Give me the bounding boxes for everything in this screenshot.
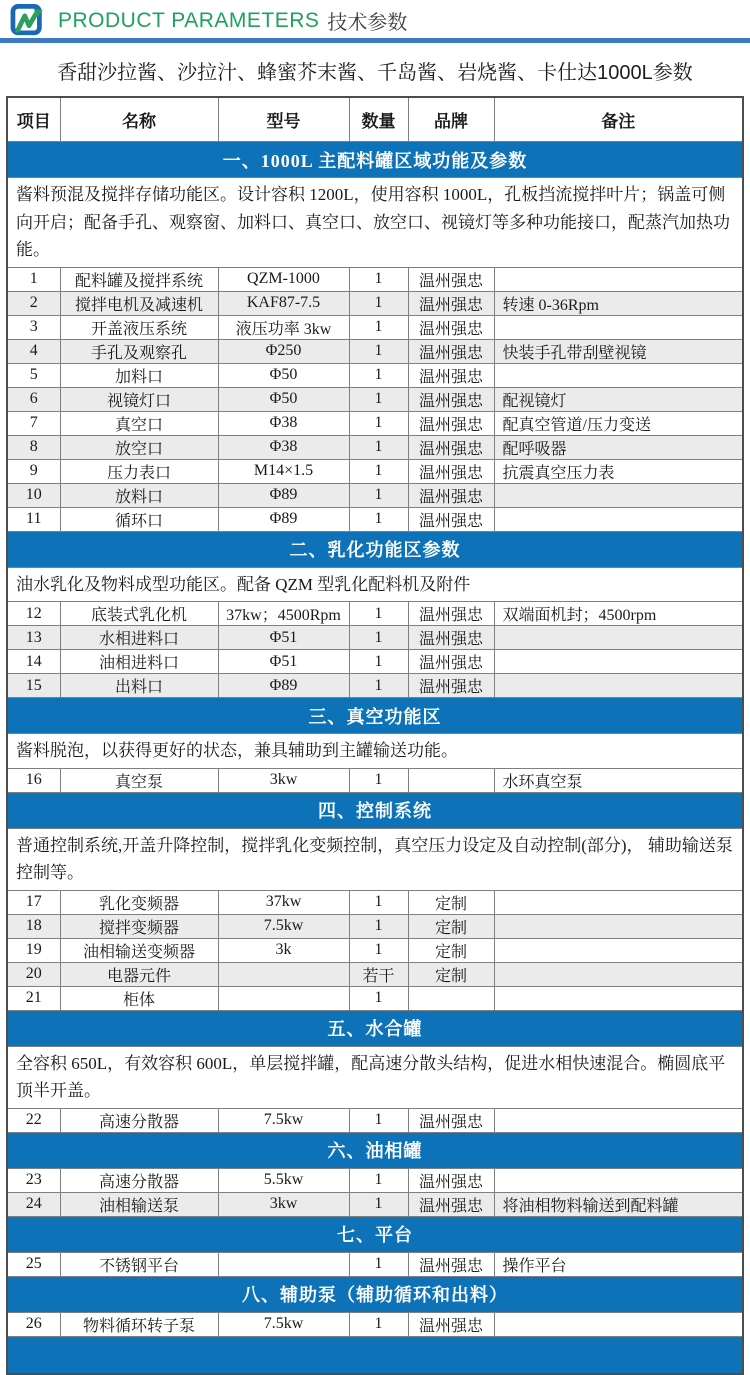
cell-name: 底装式乳化机 xyxy=(60,602,218,626)
section-heading: 八、辅助泵（辅助循环和出料） xyxy=(7,1276,743,1312)
col-header-remark: 备注 xyxy=(494,97,743,142)
cell-remark xyxy=(494,363,743,387)
cell-model: Φ89 xyxy=(218,674,349,698)
cell-item-no: 21 xyxy=(7,986,60,1010)
section-heading: 三、真空功能区 xyxy=(7,698,743,734)
cell-brand: 温州强忠 xyxy=(408,459,494,483)
cell-brand: 温州强忠 xyxy=(408,507,494,531)
page-header xyxy=(0,0,750,38)
cell-model: M14×1.5 xyxy=(218,459,349,483)
cell-item-no: 17 xyxy=(7,890,60,914)
cell-remark xyxy=(494,315,743,339)
cell-item-no: 14 xyxy=(7,650,60,674)
page-title-zh: 技术参数 xyxy=(327,12,408,34)
cell-remark xyxy=(494,938,743,962)
table-row xyxy=(7,291,743,315)
cell-model: QZM-1000 xyxy=(218,267,349,291)
cell-qty: 1 xyxy=(349,363,408,387)
cell-qty: 1 xyxy=(349,483,408,507)
section-description-row xyxy=(7,1046,743,1108)
cell-name: 压力表口 xyxy=(60,459,218,483)
cell-qty: 1 xyxy=(349,1168,408,1192)
cell-name: 循环口 xyxy=(60,507,218,531)
cell-item-no: 19 xyxy=(7,938,60,962)
cell-model: Φ50 xyxy=(218,363,349,387)
section-description: 全容积 650L，有效容积 600L，单层搅拌罐，配高速分散头结构，促进水相快速混合。椭圆底平顶半开盖。 xyxy=(7,1046,743,1108)
header-divider xyxy=(0,38,750,43)
table-row xyxy=(7,674,743,698)
cell-item-no: 23 xyxy=(7,1168,60,1192)
cell-qty: 1 xyxy=(349,291,408,315)
cell-model: 3k xyxy=(218,938,349,962)
cell-qty: 1 xyxy=(349,890,408,914)
cell-model: 7.5kw xyxy=(218,1312,349,1336)
section-description-row xyxy=(7,734,743,769)
cell-brand: 定制 xyxy=(408,962,494,986)
table-row xyxy=(7,363,743,387)
section-heading: 一、1000L 主配料罐区域功能及参数 xyxy=(7,142,743,178)
cell-brand: 温州强忠 xyxy=(408,411,494,435)
cell-remark xyxy=(494,483,743,507)
cell-model: Φ50 xyxy=(218,387,349,411)
cell-brand: 温州强忠 xyxy=(408,435,494,459)
cell-model: 3kw xyxy=(218,768,349,792)
cell-remark: 配呼吸器 xyxy=(494,435,743,459)
table-row xyxy=(7,602,743,626)
cell-remark: 将油相物料输送到配料罐 xyxy=(494,1192,743,1216)
cell-brand xyxy=(408,768,494,792)
product-subtitle: 香甜沙拉酱、沙拉汁、蜂蜜芥末酱、千岛酱、岩烧酱、卡仕达1000L参数 xyxy=(57,62,693,84)
section-header-row xyxy=(7,1276,743,1312)
cell-remark: 转速 0-36Rpm xyxy=(494,291,743,315)
cell-model: 3kw xyxy=(218,1192,349,1216)
section-heading: 五、水合罐 xyxy=(7,1010,743,1046)
cell-item-no: 10 xyxy=(7,483,60,507)
cell-qty: 1 xyxy=(349,315,408,339)
cell-item-no: 4 xyxy=(7,339,60,363)
cell-name: 水相进料口 xyxy=(60,626,218,650)
section-description-row xyxy=(7,828,743,890)
table-row xyxy=(7,650,743,674)
cell-remark: 配真空管道/压力变送 xyxy=(494,411,743,435)
table-row xyxy=(7,507,743,531)
table-row xyxy=(7,962,743,986)
cell-qty: 1 xyxy=(349,339,408,363)
cell-qty: 1 xyxy=(349,768,408,792)
cell-qty: 若干 xyxy=(349,962,408,986)
table-row xyxy=(7,459,743,483)
cell-item-no: 11 xyxy=(7,507,60,531)
section-heading: 四、控制系统 xyxy=(7,792,743,828)
cell-item-no: 13 xyxy=(7,626,60,650)
cell-name: 真空口 xyxy=(60,411,218,435)
cell-item-no: 12 xyxy=(7,602,60,626)
cell-name: 物料循环转子泵 xyxy=(60,1312,218,1336)
cell-remark: 快装手孔带刮壁视镜 xyxy=(494,339,743,363)
cell-name: 乳化变频器 xyxy=(60,890,218,914)
cell-remark: 抗震真空压力表 xyxy=(494,459,743,483)
cell-name: 出料口 xyxy=(60,674,218,698)
cell-remark xyxy=(494,1168,743,1192)
table-row xyxy=(7,768,743,792)
cell-item-no: 1 xyxy=(7,267,60,291)
cell-remark: 配视镜灯 xyxy=(494,387,743,411)
section-description: 酱料预混及搅拌存储功能区。设计容积 1200L，使用容积 1000L，孔板挡流搅拌叶片；锅盖可侧向开启；配备手孔、观察窗、加料口、真空口、放空口、视镜灯等多种功能接口，配蒸汽加热功能。 xyxy=(7,178,743,268)
section-heading: 六、油相罐 xyxy=(7,1132,743,1168)
cell-model: Φ89 xyxy=(218,507,349,531)
section-description: 普通控制系统,开盖升降控制，搅拌乳化变频控制，真空压力设定及自动控制(部分)， 辅助输送泵控制等。 xyxy=(7,828,743,890)
col-header-qty: 数量 xyxy=(349,97,408,142)
cell-item-no: 20 xyxy=(7,962,60,986)
cell-brand: 温州强忠 xyxy=(408,291,494,315)
table-row xyxy=(7,1168,743,1192)
section-header-row xyxy=(7,792,743,828)
cell-item-no: 18 xyxy=(7,914,60,938)
cell-brand: 温州强忠 xyxy=(408,650,494,674)
cell-model: 7.5kw xyxy=(218,914,349,938)
cell-model xyxy=(218,1252,349,1276)
cell-model: Φ51 xyxy=(218,650,349,674)
cell-model: Φ38 xyxy=(218,411,349,435)
cell-name: 油相进料口 xyxy=(60,650,218,674)
cell-name: 油相输送变频器 xyxy=(60,938,218,962)
cell-model: 37kw；4500Rpm xyxy=(218,602,349,626)
cell-remark xyxy=(494,962,743,986)
cell-item-no: 15 xyxy=(7,674,60,698)
cell-brand: 温州强忠 xyxy=(408,339,494,363)
cell-qty: 1 xyxy=(349,938,408,962)
cell-model: Φ38 xyxy=(218,435,349,459)
table-row xyxy=(7,267,743,291)
spec-table xyxy=(6,96,744,1375)
table-row xyxy=(7,1312,743,1336)
cell-model: 5.5kw xyxy=(218,1168,349,1192)
cell-name: 加料口 xyxy=(60,363,218,387)
cell-qty: 1 xyxy=(349,914,408,938)
cell-remark xyxy=(494,626,743,650)
cell-remark xyxy=(494,1312,743,1336)
cell-remark xyxy=(494,267,743,291)
table-row xyxy=(7,914,743,938)
section-heading: 二、乳化功能区参数 xyxy=(7,531,743,567)
cell-qty: 1 xyxy=(349,387,408,411)
cell-qty: 1 xyxy=(349,507,408,531)
cell-name: 真空泵 xyxy=(60,768,218,792)
section-header-row xyxy=(7,1132,743,1168)
table-row xyxy=(7,626,743,650)
cell-name: 搅拌电机及减速机 xyxy=(60,291,218,315)
cell-item-no: 6 xyxy=(7,387,60,411)
cell-name: 视镜灯口 xyxy=(60,387,218,411)
cell-qty: 1 xyxy=(349,1252,408,1276)
cell-name: 手孔及观察孔 xyxy=(60,339,218,363)
cell-item-no: 9 xyxy=(7,459,60,483)
section-description: 油水乳化及物料成型功能区。配备 QZM 型乳化配料机及附件 xyxy=(7,567,743,602)
cell-item-no: 25 xyxy=(7,1252,60,1276)
table-row xyxy=(7,1108,743,1132)
cell-brand: 温州强忠 xyxy=(408,483,494,507)
cell-brand: 温州强忠 xyxy=(408,602,494,626)
cell-name: 搅拌变频器 xyxy=(60,914,218,938)
cell-remark xyxy=(494,674,743,698)
table-row xyxy=(7,890,743,914)
cell-remark: 水环真空泵 xyxy=(494,768,743,792)
cell-item-no: 24 xyxy=(7,1192,60,1216)
cell-remark xyxy=(494,507,743,531)
cell-brand: 定制 xyxy=(408,890,494,914)
cell-qty: 1 xyxy=(349,435,408,459)
cell-model: 7.5kw xyxy=(218,1108,349,1132)
table-row xyxy=(7,339,743,363)
cell-qty: 1 xyxy=(349,1192,408,1216)
spec-table-body xyxy=(7,142,743,1374)
table-row xyxy=(7,315,743,339)
cell-name: 配料罐及搅拌系统 xyxy=(60,267,218,291)
cell-name: 高速分散器 xyxy=(60,1108,218,1132)
cell-remark xyxy=(494,986,743,1010)
table-bottom-cut-bar xyxy=(7,1336,743,1374)
col-header-model: 型号 xyxy=(218,97,349,142)
cell-model: KAF87-7.5 xyxy=(218,291,349,315)
cell-name: 开盖液压系统 xyxy=(60,315,218,339)
cell-name: 电器元件 xyxy=(60,962,218,986)
cell-remark xyxy=(494,650,743,674)
table-row xyxy=(7,387,743,411)
cell-item-no: 7 xyxy=(7,411,60,435)
cell-name: 放空口 xyxy=(60,435,218,459)
table-row xyxy=(7,986,743,1010)
table-row xyxy=(7,1192,743,1216)
table-row xyxy=(7,938,743,962)
cell-item-no: 3 xyxy=(7,315,60,339)
section-description-row xyxy=(7,567,743,602)
cell-item-no: 16 xyxy=(7,768,60,792)
section-heading: 七、平台 xyxy=(7,1216,743,1252)
cell-name: 柜体 xyxy=(60,986,218,1010)
cell-model: 37kw xyxy=(218,890,349,914)
cell-qty: 1 xyxy=(349,1312,408,1336)
cell-qty: 1 xyxy=(349,674,408,698)
cell-qty: 1 xyxy=(349,650,408,674)
cell-brand: 定制 xyxy=(408,938,494,962)
cell-qty: 1 xyxy=(349,411,408,435)
cell-remark: 双端面机封；4500rpm xyxy=(494,602,743,626)
cell-remark xyxy=(494,1108,743,1132)
table-row xyxy=(7,483,743,507)
cell-brand: 温州强忠 xyxy=(408,626,494,650)
cell-item-no: 5 xyxy=(7,363,60,387)
cell-brand: 温州强忠 xyxy=(408,315,494,339)
col-header-item: 项目 xyxy=(7,97,60,142)
col-header-name: 名称 xyxy=(60,97,218,142)
cell-remark xyxy=(494,890,743,914)
section-description-row xyxy=(7,178,743,268)
cell-brand: 温州强忠 xyxy=(408,674,494,698)
cell-remark: 操作平台 xyxy=(494,1252,743,1276)
cell-qty: 1 xyxy=(349,267,408,291)
cell-qty: 1 xyxy=(349,1108,408,1132)
cell-name: 不锈钢平台 xyxy=(60,1252,218,1276)
cell-model: Φ250 xyxy=(218,339,349,363)
cell-remark xyxy=(494,914,743,938)
page-title-en: PRODUCT PARAMETERS xyxy=(58,8,320,32)
cell-item-no: 22 xyxy=(7,1108,60,1132)
cell-brand xyxy=(408,986,494,1010)
cell-brand: 定制 xyxy=(408,914,494,938)
cell-model: Φ51 xyxy=(218,626,349,650)
table-header-row xyxy=(7,97,743,142)
section-header-row xyxy=(7,1216,743,1252)
cell-brand: 温州强忠 xyxy=(408,1312,494,1336)
col-header-brand: 品牌 xyxy=(408,97,494,142)
section-header-row xyxy=(7,698,743,734)
cell-qty: 1 xyxy=(349,986,408,1010)
cell-qty: 1 xyxy=(349,459,408,483)
cell-qty: 1 xyxy=(349,602,408,626)
section-header-row xyxy=(7,1010,743,1046)
cell-model xyxy=(218,986,349,1010)
cell-brand: 温州强忠 xyxy=(408,1192,494,1216)
cell-model: 液压功率 3kw xyxy=(218,315,349,339)
cell-model xyxy=(218,962,349,986)
section-description: 酱料脱泡，以获得更好的状态，兼具辅助到主罐输送功能。 xyxy=(7,734,743,769)
cell-brand: 温州强忠 xyxy=(408,1168,494,1192)
cell-brand: 温州强忠 xyxy=(408,363,494,387)
table-row xyxy=(7,411,743,435)
cell-item-no: 26 xyxy=(7,1312,60,1336)
cell-item-no: 8 xyxy=(7,435,60,459)
cell-brand: 温州强忠 xyxy=(408,267,494,291)
brand-logo-icon xyxy=(10,4,48,38)
cell-name: 放料口 xyxy=(60,483,218,507)
table-row xyxy=(7,435,743,459)
cell-name: 油相输送泵 xyxy=(60,1192,218,1216)
section-header-row xyxy=(7,531,743,567)
table-row xyxy=(7,1252,743,1276)
cell-item-no: 2 xyxy=(7,291,60,315)
cell-name: 高速分散器 xyxy=(60,1168,218,1192)
cell-brand: 温州强忠 xyxy=(408,387,494,411)
section-header-row xyxy=(7,142,743,178)
cell-brand: 温州强忠 xyxy=(408,1252,494,1276)
cell-model: Φ89 xyxy=(218,483,349,507)
cell-brand: 温州强忠 xyxy=(408,1108,494,1132)
cell-qty: 1 xyxy=(349,626,408,650)
